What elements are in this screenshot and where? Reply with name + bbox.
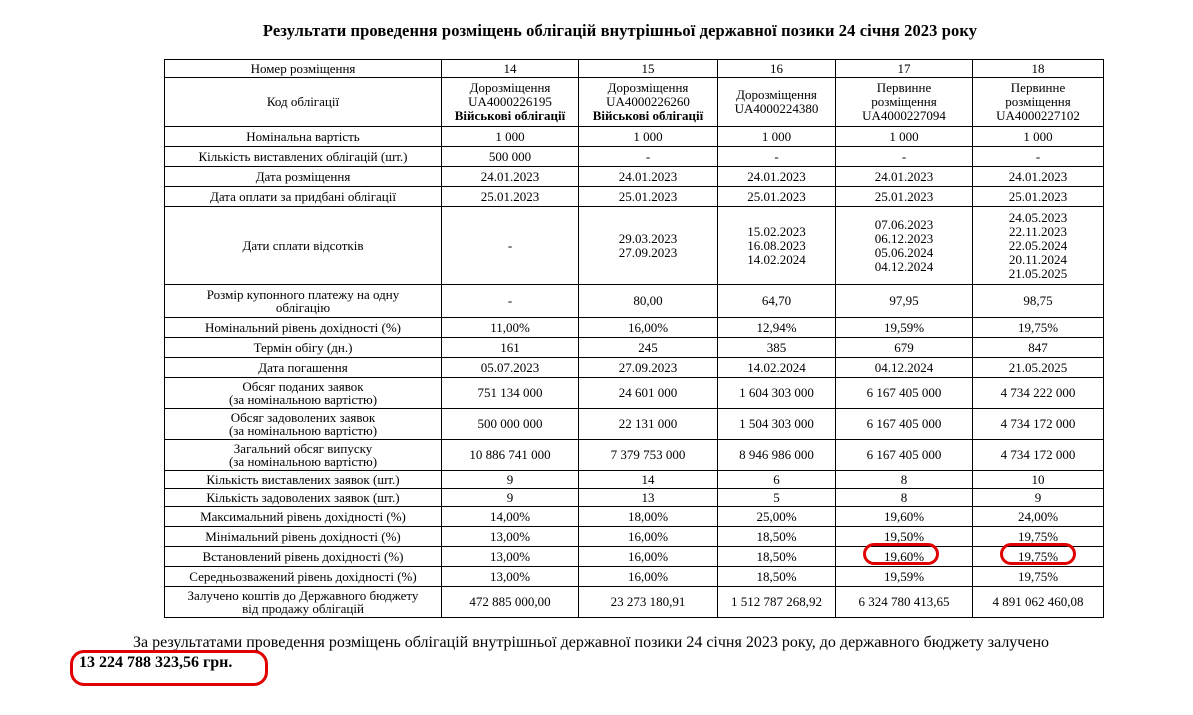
value-cell: [836, 207, 973, 285]
value-cell: 24,00%: [973, 507, 1104, 527]
bond-code-cell: [442, 78, 579, 127]
value-cell: 161: [442, 338, 579, 358]
value-cell: 19,59%: [836, 567, 973, 587]
row-label: Термін обігу (дн.): [165, 338, 442, 358]
value-cell: 1 000: [973, 127, 1104, 147]
row-label-line: (за номінальною вартістю): [228, 454, 378, 469]
bond-code-line: UA4000227094: [862, 108, 946, 123]
value-cell: 25.01.2023: [718, 187, 836, 207]
bond-code-line: UA4000224380: [734, 101, 819, 116]
bond-code-line: UA4000227102: [996, 108, 1080, 123]
value-line: 29.03.2023: [618, 230, 678, 246]
value-cell: 24 601 000: [579, 378, 718, 409]
value-cell: 24.01.2023: [442, 167, 579, 187]
value-cell: 98,75: [973, 285, 1104, 318]
value-cell: 13,00%: [442, 547, 579, 567]
value-cell: [973, 207, 1104, 285]
value-cell: 21.05.2025: [973, 358, 1104, 378]
placement-number-cell: 15: [579, 60, 718, 78]
value-line: 22.11.2023: [1008, 223, 1068, 239]
value-cell: 847: [973, 338, 1104, 358]
value-cell: 12,94%: [718, 318, 836, 338]
row-label: Номінальна вартість: [165, 127, 442, 147]
value-cell: 11,00%: [442, 318, 579, 338]
row-label: Дати сплати відсотків: [165, 207, 442, 285]
value-cell: 1 000: [718, 127, 836, 147]
results-table: [164, 59, 1104, 618]
bond-code-line: Дорозміщення: [469, 80, 551, 95]
value-cell: 24.01.2023: [973, 167, 1104, 187]
value-cell: 19,60%: [836, 547, 973, 567]
value-cell: 10: [973, 471, 1104, 489]
value-cell: 1 504 303 000: [718, 409, 836, 440]
placement-number-cell: 18: [973, 60, 1104, 78]
row-label-line: Розмір купонного платежу на одну: [206, 287, 400, 302]
value-line: 06.12.2023: [874, 230, 934, 246]
bond-code-line: UA4000226260: [606, 94, 690, 109]
row-label-line: Обсяг задоволених заявок: [230, 410, 376, 425]
table-row: [165, 147, 1104, 167]
bond-code-note: Військові облігації: [454, 108, 566, 123]
value-cell: 19,75%: [973, 527, 1104, 547]
value-cell: 13,00%: [442, 567, 579, 587]
value-cell: 18,50%: [718, 527, 836, 547]
value-line: 27.09.2023: [618, 244, 678, 260]
value-cell: 7 379 753 000: [579, 440, 718, 471]
value-cell: 64,70: [718, 285, 836, 318]
value-cell: 24.01.2023: [836, 167, 973, 187]
row-label: Номер розміщення: [165, 60, 442, 78]
bond-code-line: Дорозміщення: [607, 80, 689, 95]
value-cell: 80,00: [579, 285, 718, 318]
value-cell: 1 604 303 000: [718, 378, 836, 409]
value-cell: 19,59%: [836, 318, 973, 338]
value-line: 20.11.2024: [1008, 251, 1068, 267]
table-row: [165, 409, 1104, 440]
value-cell: -: [973, 147, 1104, 167]
value-cell: 16,00%: [579, 567, 718, 587]
value-cell: 10 886 741 000: [442, 440, 579, 471]
table-row: [165, 207, 1104, 285]
bond-code-line: Дорозміщення: [736, 87, 817, 102]
row-label: Кількість виставлених заявок (шт.): [165, 471, 442, 489]
row-label-line: від продажу облігацій: [242, 601, 364, 616]
value-cell: 245: [579, 338, 718, 358]
value-cell: 13,00%: [442, 527, 579, 547]
row-label: Дата розміщення: [165, 167, 442, 187]
table-row: [165, 78, 1104, 127]
value-cell: 4 734 172 000: [973, 440, 1104, 471]
value-cell: 14: [579, 471, 718, 489]
total-highlight-oval: [70, 650, 268, 686]
placement-number-cell: 16: [718, 60, 836, 78]
table-row: [165, 507, 1104, 527]
value-cell: 19,50%: [836, 527, 973, 547]
value-cell: 6: [718, 471, 836, 489]
row-label: Дата погашення: [165, 358, 442, 378]
value-cell: 679: [836, 338, 973, 358]
row-label-line: Обсяг поданих заявок: [242, 379, 364, 394]
bond-code-line: Первинне: [1010, 80, 1066, 95]
bond-code-note: Військові облігації: [592, 108, 704, 123]
bond-code-cell: [718, 78, 836, 127]
table-row: [165, 338, 1104, 358]
value-cell: 25.01.2023: [442, 187, 579, 207]
value-cell: 6 167 405 000: [836, 378, 973, 409]
row-label-line: (за номінальною вартістю): [228, 423, 378, 438]
value-cell: 1 000: [836, 127, 973, 147]
value-cell: 19,75%: [973, 547, 1104, 567]
row-label: [165, 409, 442, 440]
page-title: Результати проведення розміщень облігацій внутрішньої державної позики 24 січня 2023 року: [262, 21, 978, 40]
value-cell: [579, 207, 718, 285]
value-cell: 9: [442, 471, 579, 489]
table-row: [165, 187, 1104, 207]
value-cell: 19,60%: [836, 507, 973, 527]
value-cell: 6 324 780 413,65: [836, 587, 973, 618]
value-cell: [718, 207, 836, 285]
row-label: Мінімальний рівень дохідності (%): [165, 527, 442, 547]
value-cell: 6 167 405 000: [836, 409, 973, 440]
value-cell: 25.01.2023: [973, 187, 1104, 207]
value-cell: 16,00%: [579, 318, 718, 338]
row-label: Встановлений рівень дохідності (%): [165, 547, 442, 567]
yield-17-highlight-oval: [863, 543, 939, 565]
value-cell: 25.01.2023: [579, 187, 718, 207]
row-label: Код облігації: [165, 78, 442, 127]
bond-code-cell: [836, 78, 973, 127]
table-row: [165, 567, 1104, 587]
row-label: Номінальний рівень дохідності (%): [165, 318, 442, 338]
table-row: [165, 440, 1104, 471]
row-label: Кількість виставлених облігацій (шт.): [165, 147, 442, 167]
value-cell: 24.01.2023: [579, 167, 718, 187]
value-cell: 24.01.2023: [718, 167, 836, 187]
value-cell: 751 134 000: [442, 378, 579, 409]
row-label: [165, 587, 442, 618]
value-cell: 14,00%: [442, 507, 579, 527]
table-row: [165, 358, 1104, 378]
value-line: 24.05.2023: [1008, 209, 1068, 225]
bond-code-line: розміщення: [1005, 94, 1071, 109]
value-cell: 1 512 787 268,92: [718, 587, 836, 618]
table-row: [165, 127, 1104, 147]
row-label: [165, 440, 442, 471]
row-label-line: Загальний обсяг випуску: [233, 441, 373, 456]
bond-code-cell: [973, 78, 1104, 127]
value-cell: 5: [718, 489, 836, 507]
yield-18-highlight-oval: [1000, 543, 1076, 565]
value-cell: 14.02.2024: [718, 358, 836, 378]
value-cell: 472 885 000,00: [442, 587, 579, 618]
summary-total: 13 224 788 323,56 грн.: [79, 654, 233, 671]
value-line: 14.02.2024: [747, 251, 806, 267]
value-cell: -: [442, 285, 579, 318]
value-line: 04.12.2024: [874, 258, 934, 274]
table-row: [165, 285, 1104, 318]
value-cell: 23 273 180,91: [579, 587, 718, 618]
bond-code-cell: [579, 78, 718, 127]
value-cell: 97,95: [836, 285, 973, 318]
table-row: [165, 167, 1104, 187]
value-cell: 500 000 000: [442, 409, 579, 440]
summary-text: За результатами проведення розміщень облігацій внутрішньої державної позики 24 січня 2023 року, до державного бюджету залучено: [133, 634, 1050, 651]
row-label: Максимальний рівень дохідності (%): [165, 507, 442, 527]
table-row: [165, 527, 1104, 547]
value-line: 16.08.2023: [747, 237, 806, 253]
value-cell: 8: [836, 489, 973, 507]
table-row: [165, 318, 1104, 338]
value-cell: 13: [579, 489, 718, 507]
value-cell: 4 734 222 000: [973, 378, 1104, 409]
table-row: [165, 489, 1104, 507]
value-line: 22.05.2024: [1008, 237, 1068, 253]
row-label: [165, 285, 442, 318]
value-cell: 05.07.2023: [442, 358, 579, 378]
value-line: 21.05.2025: [1008, 265, 1068, 281]
value-cell: -: [579, 147, 718, 167]
value-cell: 8 946 986 000: [718, 440, 836, 471]
value-cell: 22 131 000: [579, 409, 718, 440]
value-cell: 19,75%: [973, 567, 1104, 587]
value-cell: 18,50%: [718, 567, 836, 587]
value-cell: 18,50%: [718, 547, 836, 567]
row-label: Дата оплати за придбані облігації: [165, 187, 442, 207]
placement-number-cell: 14: [442, 60, 579, 78]
table-row: [165, 547, 1104, 567]
table-row: [165, 587, 1104, 618]
value-line: 07.06.2023: [874, 216, 934, 232]
value-cell: -: [836, 147, 973, 167]
value-cell: 25,00%: [718, 507, 836, 527]
row-label: Кількість задоволених заявок (шт.): [165, 489, 442, 507]
value-cell: 8: [836, 471, 973, 489]
bond-code-line: розміщення: [871, 94, 937, 109]
row-label: Середньозважений рівень дохідності (%): [165, 567, 442, 587]
value-cell: 16,00%: [579, 527, 718, 547]
value-cell: 6 167 405 000: [836, 440, 973, 471]
row-label-line: облігацію: [275, 300, 331, 315]
value-line: 05.06.2024: [874, 244, 934, 260]
value-cell: 4 734 172 000: [973, 409, 1104, 440]
value-cell: 9: [973, 489, 1104, 507]
value-line: 15.02.2023: [747, 223, 806, 239]
value-cell: [442, 207, 579, 285]
data-rows: [165, 127, 1104, 618]
value-cell: -: [718, 147, 836, 167]
value-cell: 16,00%: [579, 547, 718, 567]
value-cell: 385: [718, 338, 836, 358]
table-row: [165, 60, 1104, 78]
value-cell: 25.01.2023: [836, 187, 973, 207]
value-cell: 500 000: [442, 147, 579, 167]
table-row: [165, 471, 1104, 489]
value-cell: 1 000: [442, 127, 579, 147]
bond-code-line: Первинне: [876, 80, 932, 95]
value-cell: 19,75%: [973, 318, 1104, 338]
value-cell: 9: [442, 489, 579, 507]
value-cell: 04.12.2024: [836, 358, 973, 378]
placement-number-cell: 17: [836, 60, 973, 78]
value-line: -: [507, 237, 513, 253]
value-cell: 4 891 062 460,08: [973, 587, 1104, 618]
value-cell: 1 000: [579, 127, 718, 147]
row-label-line: (за номінальною вартістю): [228, 392, 378, 407]
bond-code-line: UA4000226195: [468, 94, 552, 109]
value-cell: 18,00%: [579, 507, 718, 527]
row-label-line: Залучено коштів до Державного бюджету: [187, 588, 419, 603]
table-row: [165, 378, 1104, 409]
value-cell: 27.09.2023: [579, 358, 718, 378]
row-label: [165, 378, 442, 409]
